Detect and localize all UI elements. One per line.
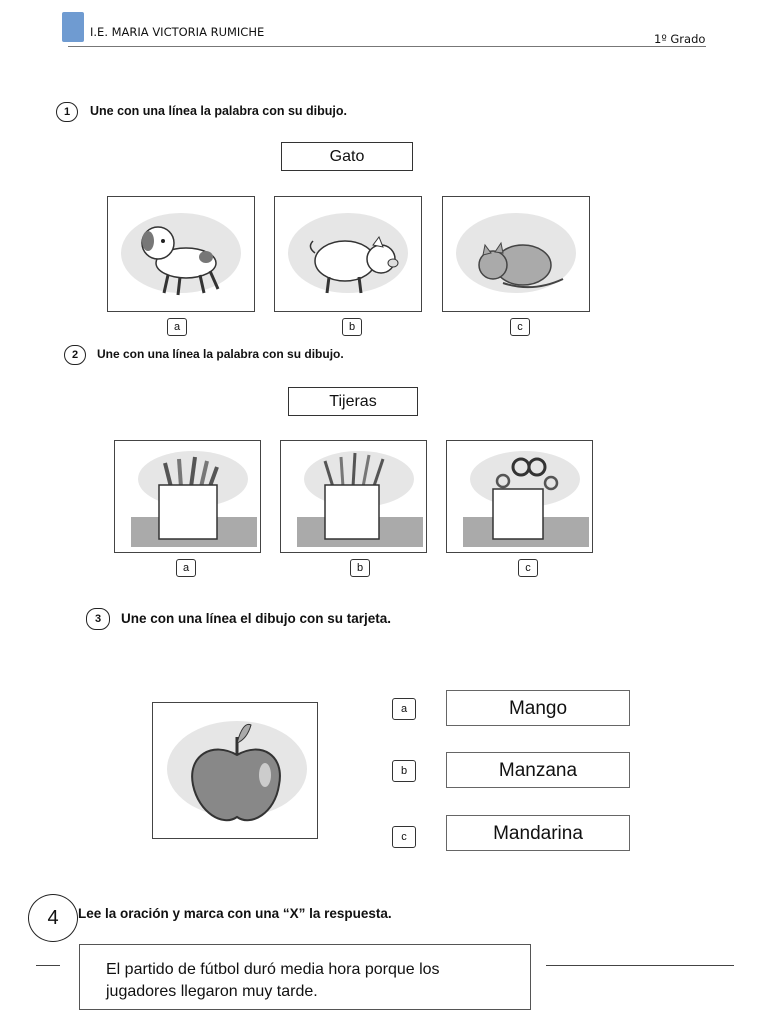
q1-letter-a: a <box>167 318 187 336</box>
q4-sentence-box <box>79 944 531 1010</box>
q2-letter-c: c <box>518 559 538 577</box>
school-name: I.E. MARIA VICTORIA RUMICHE <box>90 25 265 39</box>
q1-letter-b: b <box>342 318 362 336</box>
q4-line-left <box>36 965 60 966</box>
q4-instruction: Lee la oración y marca con una “X” la respuesta. <box>78 906 392 921</box>
q2-instruction: Une con una línea la palabra con su dibujo. <box>97 347 344 361</box>
q4-sentence-line1: El partido de fútbol duró media hora porque los <box>106 961 440 978</box>
q2-letter-a: a <box>176 559 196 577</box>
q3-letter-a: a <box>392 698 416 720</box>
dog-icon <box>108 197 254 311</box>
q1-letter-c: c <box>510 318 530 336</box>
q3-letter-c: c <box>392 826 416 848</box>
apple-icon <box>153 703 317 838</box>
q1-number: 1 <box>56 102 78 122</box>
q3-card-mandarina[interactable]: Mandarina <box>446 815 630 851</box>
q2-picture-a[interactable] <box>114 440 261 553</box>
q2-word-box: Tijeras <box>288 387 418 416</box>
q2-picture-c[interactable] <box>446 440 593 553</box>
q2-letter-b: b <box>350 559 370 577</box>
q1-word-box: Gato <box>281 142 413 171</box>
q3-instruction: Une con una línea el dibujo con su tarjeta. <box>121 611 392 626</box>
q3-card-manzana[interactable]: Manzana <box>446 752 630 788</box>
q2-number: 2 <box>64 345 86 365</box>
pencils-cup-icon <box>115 441 260 552</box>
grade-label: 1º Grado <box>654 32 706 46</box>
q1-picture-b[interactable] <box>274 196 422 312</box>
school-logo <box>62 12 84 42</box>
q1-instruction: Une con una línea la palabra con su dibujo. <box>90 104 347 118</box>
q3-picture <box>152 702 318 839</box>
q3-card-mango[interactable]: Mango <box>446 690 630 726</box>
q2-picture-b[interactable] <box>280 440 427 553</box>
brushes-cup-icon <box>281 441 426 552</box>
q1-picture-c[interactable] <box>442 196 590 312</box>
q4-line-right <box>546 965 734 966</box>
q4-number: 4 <box>28 894 78 942</box>
q3-number: 3 <box>86 608 110 630</box>
scissors-cup-icon <box>447 441 592 552</box>
q4-sentence-line2: jugadores llegaron muy tarde. <box>106 983 318 1000</box>
header-divider <box>68 46 706 47</box>
q3-letter-b: b <box>392 760 416 782</box>
cat-icon <box>443 197 589 311</box>
pig-icon <box>275 197 421 311</box>
q1-picture-a[interactable] <box>107 196 255 312</box>
